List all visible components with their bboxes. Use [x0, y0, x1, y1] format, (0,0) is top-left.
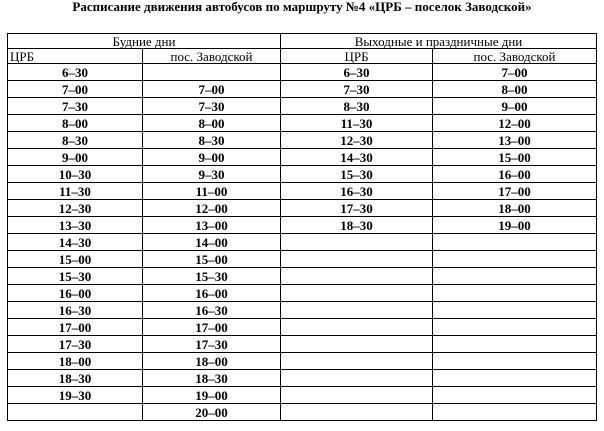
weekday-to-time: 18–00 — [143, 353, 281, 370]
weekend-from-time: 16–30 — [281, 183, 433, 200]
page-title: Расписание движения автобусов по маршруту №4 «ЦРБ – поселок Заводской» — [72, 0, 532, 14]
weekday-from-time: 6–30 — [8, 64, 143, 81]
weekend-to-time — [433, 387, 597, 404]
table-row — [8, 149, 597, 166]
weekday-to-time: 14–00 — [143, 234, 281, 251]
weekend-from-time: 18–30 — [281, 217, 433, 234]
weekend-from-time — [281, 268, 433, 285]
weekday-from-time: 10–30 — [8, 166, 143, 183]
weekday-to-time: 18–30 — [143, 370, 281, 387]
table-row — [8, 268, 597, 285]
table-row — [8, 387, 597, 404]
group-header-row — [8, 34, 597, 49]
column-header-row — [8, 49, 597, 64]
weekday-from-time: 16–00 — [8, 285, 143, 302]
weekday-from-time: 13–30 — [8, 217, 143, 234]
weekend-to-time: 7–00 — [433, 64, 597, 81]
weekend-from-time — [281, 387, 433, 404]
weekday-to-time — [143, 64, 281, 81]
table-row — [8, 200, 597, 217]
weekend-to-time — [433, 353, 597, 370]
weekday-to-time: 7–00 — [143, 81, 281, 98]
weekend-from-time: 14–30 — [281, 149, 433, 166]
weekend-to-time: 17–00 — [433, 183, 597, 200]
weekend-to-time — [433, 302, 597, 319]
table-row — [8, 404, 597, 421]
weekend-from-time — [281, 251, 433, 268]
weekday-from-time: 8–30 — [8, 132, 143, 149]
weekday-to-time: 16–00 — [143, 285, 281, 302]
table-row — [8, 115, 597, 132]
weekday-to-time: 16–30 — [143, 302, 281, 319]
weekdays-header: Будние дни — [8, 34, 281, 49]
table-row — [8, 81, 597, 98]
weekday-from-time: 11–30 — [8, 183, 143, 200]
weekday-to-time: 9–30 — [143, 166, 281, 183]
weekday-to-time: 15–00 — [143, 251, 281, 268]
weekend-from-time — [281, 353, 433, 370]
weekend-to-time: 8–00 — [433, 81, 597, 98]
weekend-to-time: 19–00 — [433, 217, 597, 234]
weekend-from-time: 12–30 — [281, 132, 433, 149]
weekday-to-time: 17–00 — [143, 319, 281, 336]
weekend-from-time: 11–30 — [281, 115, 433, 132]
weekend-to-time: 16–00 — [433, 166, 597, 183]
weekend-to-time — [433, 336, 597, 353]
weekend-from-time — [281, 404, 433, 421]
weekend-to-time: 18–00 — [433, 200, 597, 217]
column-header-weekend-to: пос. Заводской — [433, 49, 597, 64]
weekend-from-time: 6–30 — [281, 64, 433, 81]
weekend-to-time — [433, 370, 597, 387]
weekday-to-time: 11–00 — [143, 183, 281, 200]
weekday-to-time: 20–00 — [143, 404, 281, 421]
weekend-from-time: 15–30 — [281, 166, 433, 183]
table-row — [8, 132, 597, 149]
weekday-to-time: 19–00 — [143, 387, 281, 404]
weekend-to-time — [433, 251, 597, 268]
weekday-from-time: 8–00 — [8, 115, 143, 132]
weekend-from-time — [281, 336, 433, 353]
schedule-table — [7, 33, 597, 421]
weekend-to-time — [433, 319, 597, 336]
weekend-to-time: 12–00 — [433, 115, 597, 132]
weekday-to-time: 9–00 — [143, 149, 281, 166]
table-row — [8, 353, 597, 370]
weekend-to-time — [433, 285, 597, 302]
weekday-to-time: 13–00 — [143, 217, 281, 234]
weekday-from-time — [8, 404, 143, 421]
weekday-to-time: 8–30 — [143, 132, 281, 149]
table-row — [8, 251, 597, 268]
weekday-from-time: 15–00 — [8, 251, 143, 268]
table-row — [8, 64, 597, 81]
weekend-to-time: 15–00 — [433, 149, 597, 166]
table-row — [8, 98, 597, 115]
weekday-from-time: 18–00 — [8, 353, 143, 370]
weekend-from-time: 7–30 — [281, 81, 433, 98]
table-row — [8, 370, 597, 387]
weekend-from-time — [281, 319, 433, 336]
weekday-to-time: 7–30 — [143, 98, 281, 115]
table-row — [8, 319, 597, 336]
weekday-to-time: 17–30 — [143, 336, 281, 353]
weekday-from-time: 12–30 — [8, 200, 143, 217]
table-row — [8, 285, 597, 302]
weekday-from-time: 17–00 — [8, 319, 143, 336]
weekend-to-time: 9–00 — [433, 98, 597, 115]
weekday-from-time: 16–30 — [8, 302, 143, 319]
table-row — [8, 217, 597, 234]
weekend-from-time: 8–30 — [281, 98, 433, 115]
weekday-from-time: 14–30 — [8, 234, 143, 251]
weekend-to-time — [433, 404, 597, 421]
table-row — [8, 166, 597, 183]
weekday-from-time: 7–30 — [8, 98, 143, 115]
weekday-from-time: 18–30 — [8, 370, 143, 387]
table-row — [8, 234, 597, 251]
column-header-weekday-to: пос. Заводской — [143, 49, 281, 64]
weekend-from-time: 17–30 — [281, 200, 433, 217]
column-header-weekday-from: ЦРБ — [8, 49, 143, 64]
weekends-header: Выходные и праздничные дни — [281, 34, 597, 49]
weekday-from-time: 15–30 — [8, 268, 143, 285]
weekday-from-time: 17–30 — [8, 336, 143, 353]
weekday-from-time: 19–30 — [8, 387, 143, 404]
weekday-to-time: 12–00 — [143, 200, 281, 217]
weekend-from-time — [281, 302, 433, 319]
weekend-from-time — [281, 285, 433, 302]
table-row — [8, 302, 597, 319]
weekday-to-time: 8–00 — [143, 115, 281, 132]
table-row — [8, 183, 597, 200]
weekend-to-time: 13–00 — [433, 132, 597, 149]
weekday-from-time: 9–00 — [8, 149, 143, 166]
weekend-from-time — [281, 234, 433, 251]
weekend-to-time — [433, 234, 597, 251]
weekend-from-time — [281, 370, 433, 387]
weekday-to-time: 15–30 — [143, 268, 281, 285]
weekend-to-time — [433, 268, 597, 285]
weekday-from-time: 7–00 — [8, 81, 143, 98]
table-row — [8, 336, 597, 353]
column-header-weekend-from: ЦРБ — [281, 49, 433, 64]
